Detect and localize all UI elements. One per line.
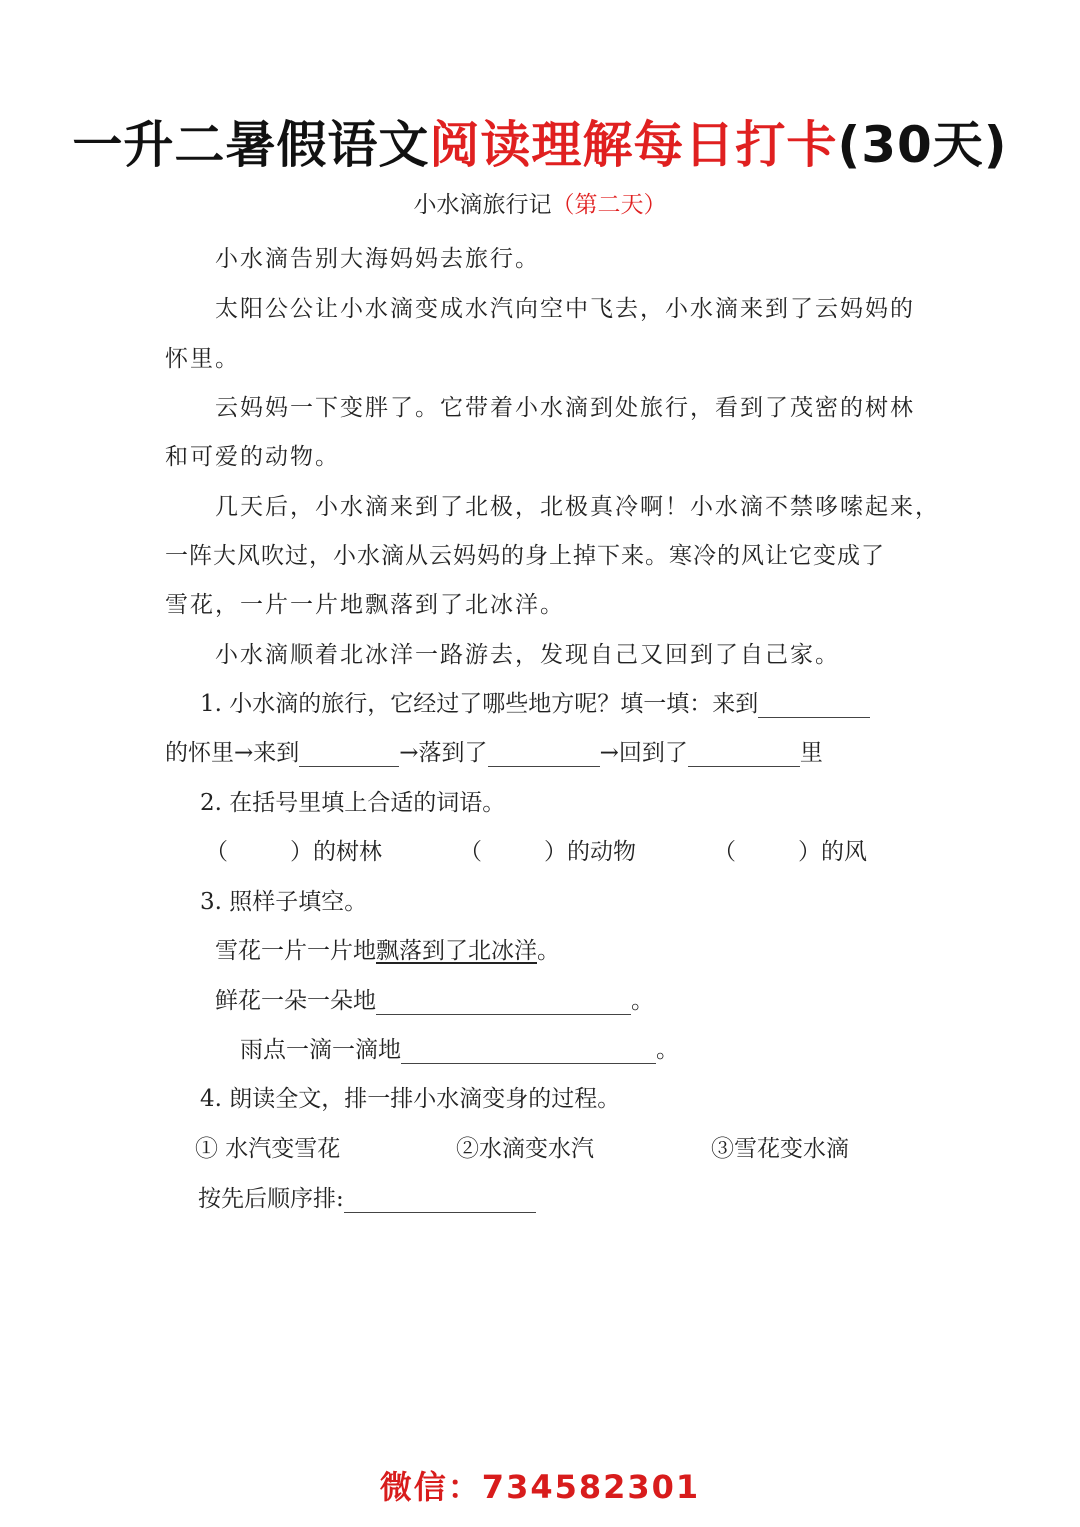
answer-blank[interactable] bbox=[299, 740, 399, 767]
question-2-item-text: ）的树林 bbox=[290, 839, 382, 865]
question-2-item bbox=[205, 833, 382, 866]
passage-line: 小水滴告别大海妈妈去旅行。 bbox=[215, 246, 540, 272]
question-3-line bbox=[240, 1031, 679, 1064]
story-title bbox=[0, 186, 1080, 219]
footer-contact: 微信：734582301 bbox=[379, 1468, 701, 1506]
passage-line: 和可爱的动物。 bbox=[165, 444, 340, 470]
question-2-item-text: ）的动物 bbox=[544, 839, 636, 865]
paren: （ bbox=[205, 839, 228, 865]
answer-blank[interactable] bbox=[488, 740, 600, 767]
question-3-example bbox=[215, 932, 560, 965]
question-3: 3. 照样子填空。 bbox=[200, 889, 368, 915]
question-4-order bbox=[198, 1180, 536, 1213]
passage-line: 太阳公公让小水滴变成水汽向空中飞去，小水滴来到了云妈妈的 bbox=[215, 296, 915, 322]
answer-blank[interactable] bbox=[344, 1186, 536, 1213]
period: 。 bbox=[656, 1037, 679, 1063]
question-1 bbox=[200, 685, 870, 718]
question-1-text: →落到了 bbox=[399, 740, 488, 766]
page-title bbox=[0, 105, 1080, 177]
answer-blank[interactable] bbox=[401, 1037, 656, 1064]
example-underlined: 飘落到了北冰洋 bbox=[376, 938, 537, 964]
example-end: 。 bbox=[537, 938, 560, 964]
answer-blank[interactable] bbox=[758, 691, 870, 718]
question-3-text: 雨点一滴一滴地 bbox=[240, 1037, 401, 1063]
story-day: （第二天） bbox=[551, 192, 667, 218]
passage-line: 雪花，一片一片地飘落到了北冰洋。 bbox=[165, 592, 565, 618]
example-text: 雪花一片一片地 bbox=[215, 938, 376, 964]
question-2-item bbox=[713, 833, 867, 866]
question-1-text: 里 bbox=[799, 740, 823, 766]
question-1-text: 的怀里→来到 bbox=[165, 740, 300, 766]
question-2-item-text: ）的风 bbox=[798, 839, 867, 865]
question-4: 4. 朗读全文，排一排小水滴变身的过程。 bbox=[200, 1086, 621, 1112]
paren: （ bbox=[459, 839, 482, 865]
question-4-option-2: ②水滴变水汽 bbox=[456, 1136, 594, 1162]
passage-line: 几天后，小水滴来到了北极，北极真冷啊！小水滴不禁哆嗦起来， bbox=[215, 494, 940, 520]
title-black: 一升二暑假语文 bbox=[72, 116, 430, 174]
passage-line: 一阵大风吹过，小水滴从云妈妈的身上掉下来。寒冷的风让它变成了 bbox=[165, 543, 885, 569]
question-3-text: 鲜花一朵一朵地 bbox=[215, 988, 376, 1014]
answer-blank[interactable] bbox=[688, 740, 800, 767]
answer-blank[interactable] bbox=[376, 988, 631, 1015]
passage-line: 云妈妈一下变胖了。它带着小水滴到处旅行，看到了茂密的树林 bbox=[215, 395, 915, 421]
period: 。 bbox=[631, 988, 654, 1014]
question-1-text: →回到了 bbox=[599, 740, 688, 766]
title-suffix: (30天) bbox=[837, 116, 1008, 174]
paren: （ bbox=[713, 839, 736, 865]
question-4-option-3: ③雪花变水滴 bbox=[711, 1136, 849, 1162]
passage-line: 怀里。 bbox=[165, 346, 240, 372]
order-label: 按先后顺序排: bbox=[198, 1186, 344, 1212]
question-2: 2. 在括号里填上合适的词语。 bbox=[200, 790, 506, 816]
question-1-line2 bbox=[165, 734, 823, 767]
question-4-option-1: ① 水汽变雪花 bbox=[195, 1136, 341, 1162]
question-1-text: 1. 小水滴的旅行，它经过了哪些地方呢？填一填：来到 bbox=[200, 691, 759, 717]
story-title-main: 小水滴旅行记 bbox=[413, 192, 552, 218]
question-2-item bbox=[459, 833, 636, 866]
question-3-line bbox=[215, 982, 654, 1015]
passage-line: 小水滴顺着北冰洋一路游去，发现自己又回到了自己家。 bbox=[215, 642, 840, 668]
title-red: 阅读理解每日打卡 bbox=[429, 116, 838, 174]
